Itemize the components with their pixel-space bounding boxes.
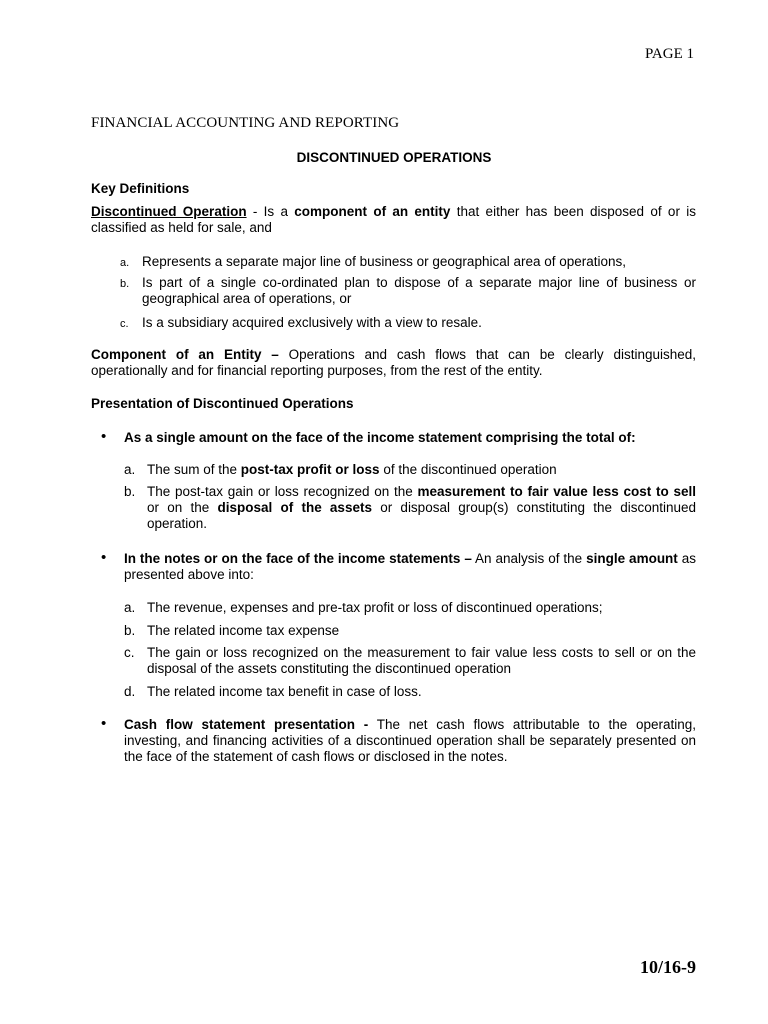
bold-run: Cash flow statement presentation - — [124, 717, 369, 732]
presentation-heading: Presentation of Discontinued Operations — [91, 396, 354, 411]
text-run: The post-tax gain or loss recognized on the — [147, 484, 418, 499]
bullet-icon: • — [101, 715, 107, 732]
list-item-text — [147, 462, 696, 478]
list-item-text: The related income tax expense — [147, 623, 340, 638]
text-run: or on the — [147, 500, 218, 515]
list-marker: b. — [124, 623, 136, 638]
list-marker: a. — [120, 257, 130, 269]
text-run: of the discontinued operation — [379, 462, 557, 477]
text-run: as presented above into: — [124, 551, 697, 582]
bullet-icon: • — [101, 549, 107, 566]
definition-text-1: - Is a — [246, 204, 295, 219]
course-title: FINANCIAL ACCOUNTING AND REPORTING — [91, 115, 400, 131]
component-definition — [91, 347, 696, 379]
list-item-text: Represents a separate major line of business or geographical area of operations, — [142, 254, 627, 269]
bullet-2-text — [124, 551, 696, 583]
text-run: The sum of the — [147, 462, 241, 477]
list-item-text — [147, 484, 696, 532]
key-definitions-heading: Key Definitions — [91, 181, 190, 196]
definition-bold-1: component of an entity — [294, 204, 451, 219]
list-item-text: Is a subsidiary acquired exclusively with a view to resale. — [142, 315, 482, 330]
discontinued-operation-definition — [91, 204, 696, 236]
bold-run: disposal of the assets — [217, 500, 372, 515]
component-text: Operations and cash flows that can be clearly distinguished, operationally and for financial reporting purposes, from the rest of the entity. — [91, 347, 696, 378]
bold-run: single amount — [586, 551, 678, 566]
text-run: or disposal group(s) constituting the discontinued operation. — [147, 500, 697, 531]
page-number: PAGE 1 — [644, 46, 694, 62]
bullet-1-text: As a single amount on the face of the income statement comprising the total of: — [124, 430, 636, 445]
bold-run: measurement to fair value less cost to sell — [417, 484, 697, 499]
list-item-text: The revenue, expenses and pre-tax profit or loss of discontinued operations; — [147, 600, 603, 615]
list-marker: a. — [124, 600, 136, 615]
text-run: An analysis of the — [471, 551, 587, 566]
bold-run: In the notes or on the face of the income statements – — [124, 551, 472, 566]
list-item-text: The gain or loss recognized on the measurement to fair value less costs to sell or on the disposal of the assets constituting the discontinued operation — [147, 645, 696, 676]
list-marker: c. — [124, 645, 135, 660]
list-marker: c. — [120, 318, 129, 330]
list-item-text: Is part of a single co-ordinated plan to dispose of a separate major line of business or geographical area of operations, or — [142, 275, 696, 306]
bullet-3-text — [124, 717, 696, 765]
document-title: DISCONTINUED OPERATIONS — [296, 150, 492, 165]
list-marker: a. — [124, 462, 136, 477]
list-marker: d. — [124, 684, 136, 699]
term-component-of-entity: Component of an Entity – — [91, 347, 279, 362]
page-code: 10/16-9 — [640, 957, 696, 977]
list-item-text: The related income tax benefit in case of loss. — [147, 684, 422, 699]
list-marker: b. — [120, 278, 130, 290]
bullet-icon: • — [101, 428, 107, 445]
list-marker: b. — [124, 484, 136, 499]
text-run: The net cash flows attributable to the operating, investing, and financing activities of a discontinued operation shall be separately presented on the face of the statement of cash flows or disclosed in the notes. — [124, 717, 696, 764]
bold-run: post-tax profit or loss — [240, 462, 380, 477]
definition-text-2: that either has been disposed of or is classified as held for sale, and — [91, 204, 696, 235]
term-discontinued-operation: Discontinued Operation — [91, 204, 247, 219]
